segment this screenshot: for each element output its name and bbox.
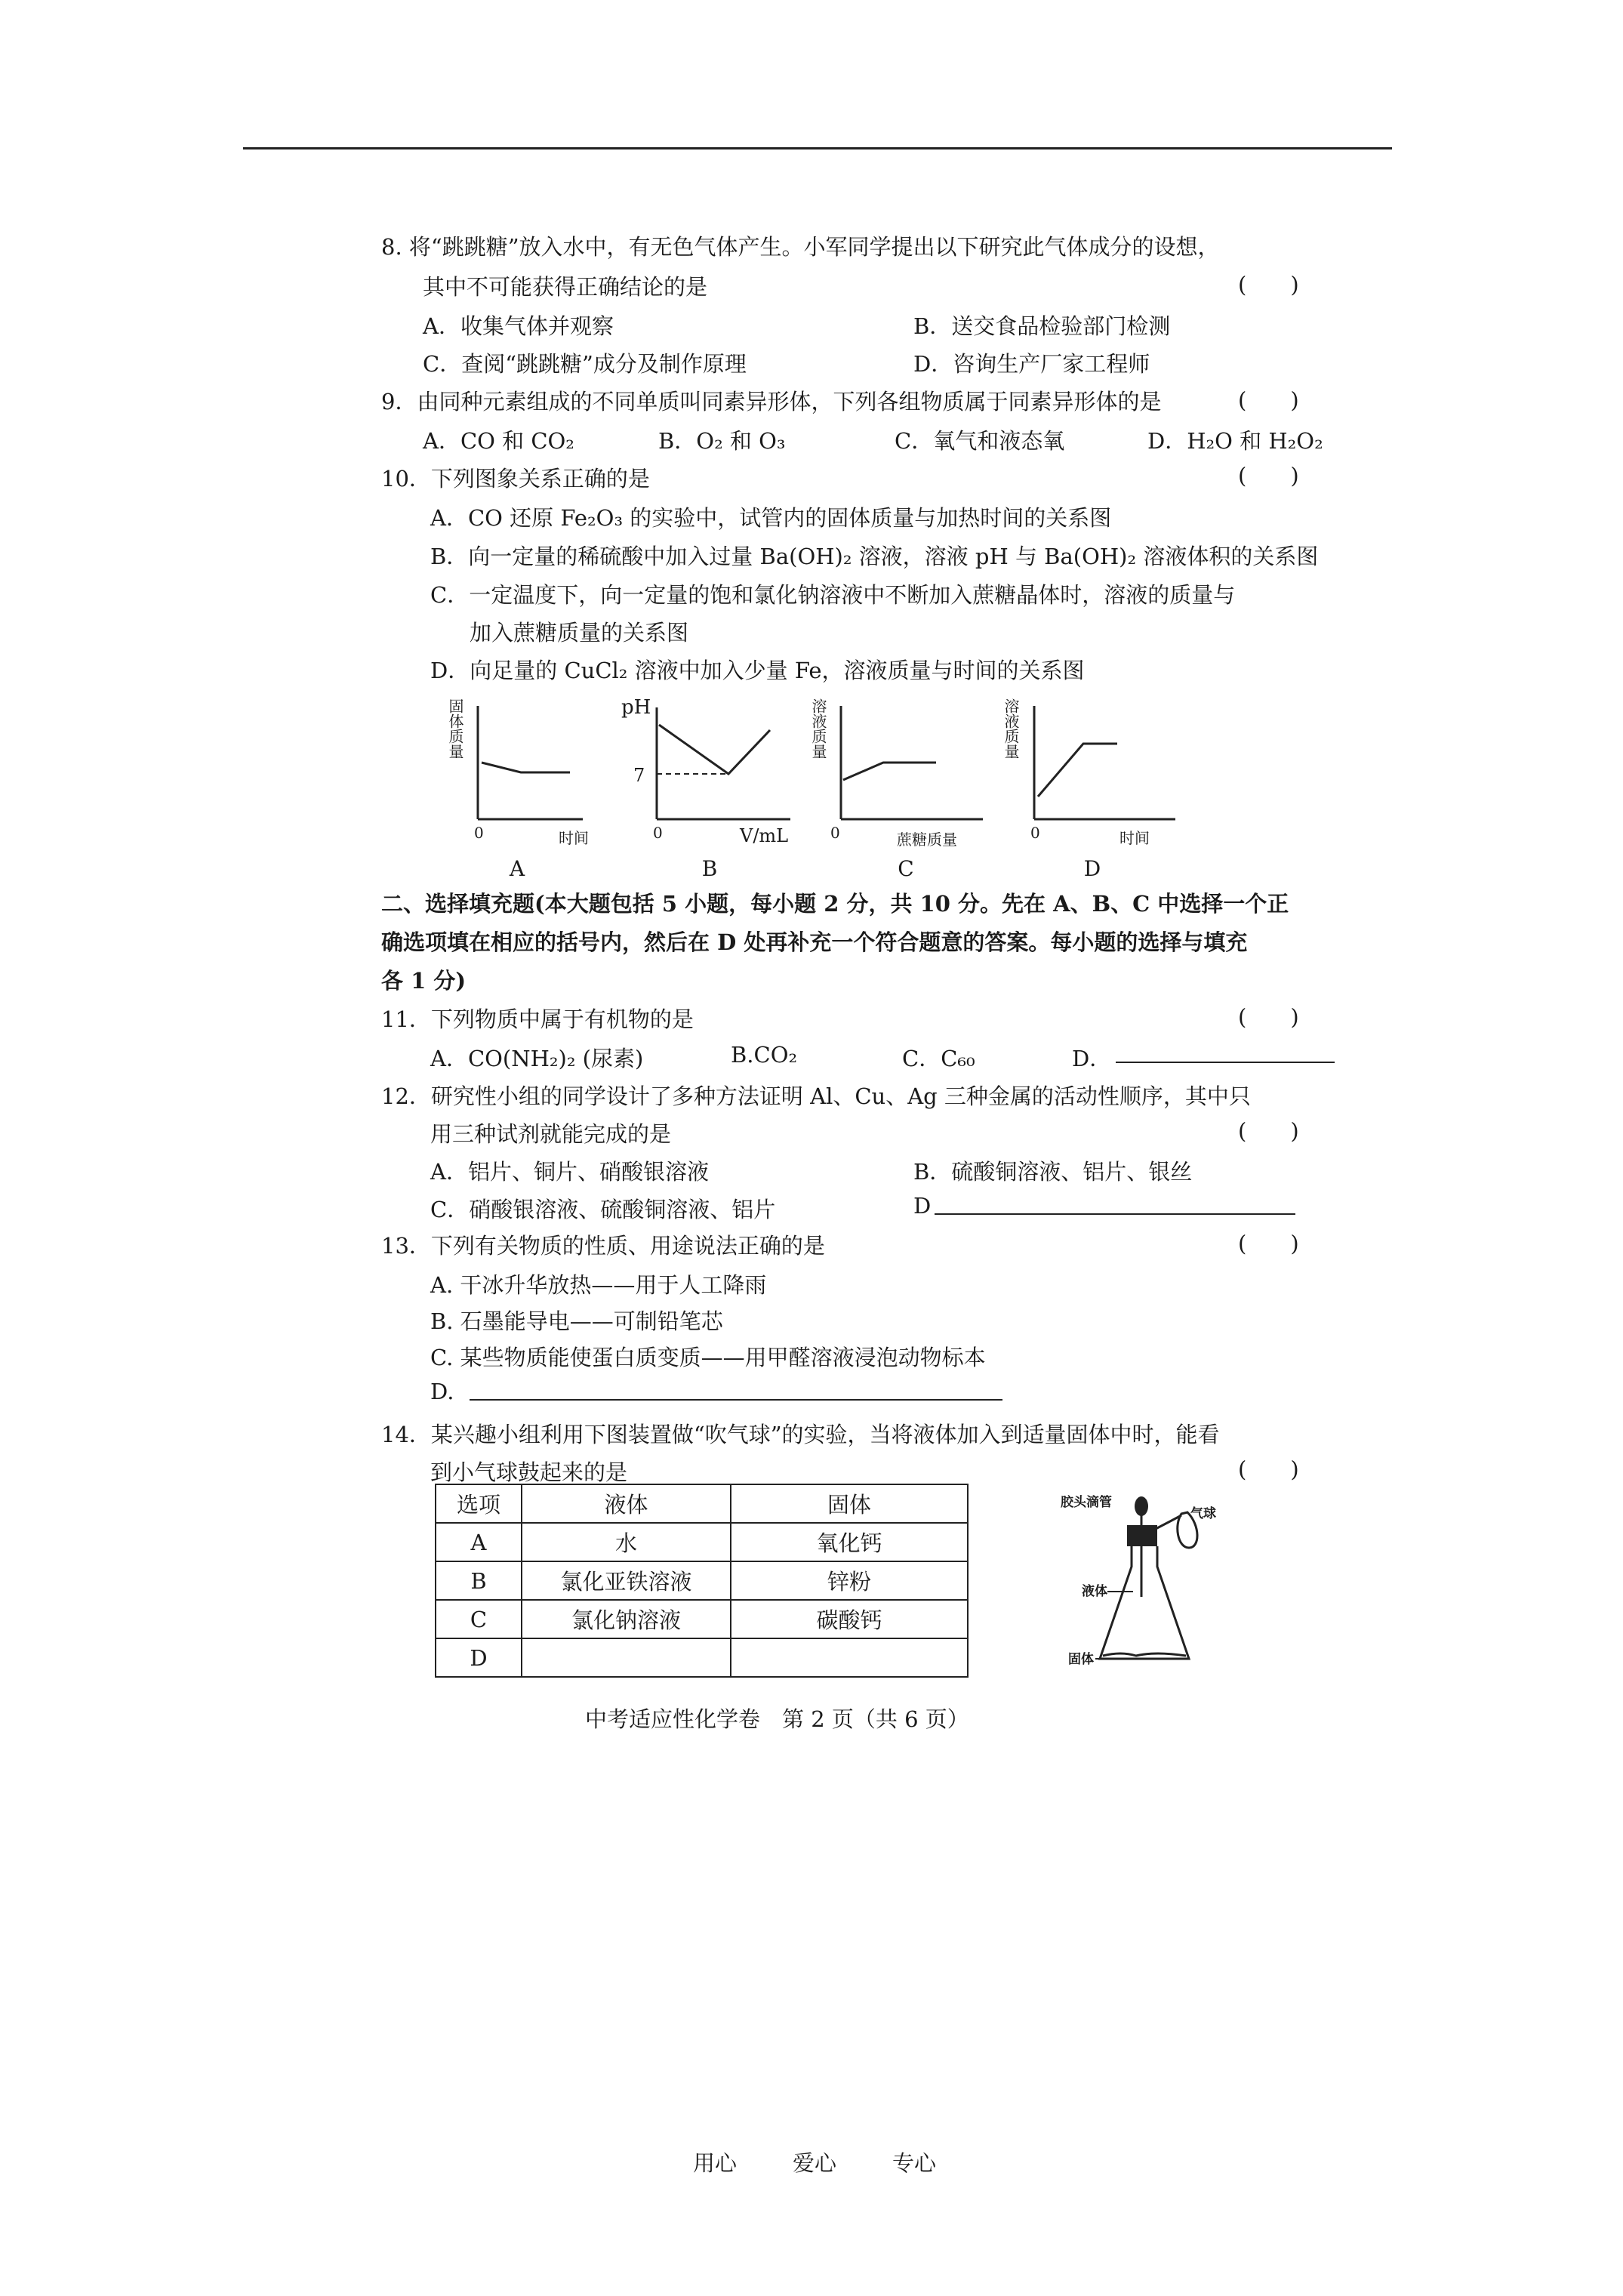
label-dropper: 胶头滴管 bbox=[1061, 1495, 1112, 1510]
q14-stem-line2: 到小气球鼓起来的是 bbox=[430, 1459, 628, 1485]
motto-1: 用心 bbox=[693, 2150, 738, 2176]
graph-b-origin: 0 bbox=[653, 824, 663, 842]
q9-option-d: D．H₂O 和 H₂O₂ bbox=[1147, 428, 1323, 454]
q10-option-d: D．向足量的 CuCl₂ 溶液中加入少量 Fe，溶液质量与时间的关系图 bbox=[430, 658, 1085, 683]
graph-c-xlabel: 蔗糖质量 bbox=[897, 831, 957, 849]
q11-answer-paren: ( ) bbox=[1238, 1004, 1299, 1030]
table-cell[interactable] bbox=[522, 1638, 731, 1677]
table-cell: C bbox=[436, 1600, 522, 1638]
graph-c-origin: 0 bbox=[830, 824, 840, 842]
q10-option-b: B．向一定量的稀硫酸中加入过量 Ba(OH)₂ 溶液，溶液 pH 与 Ba(OH)₂ 溶液体积的关系图 bbox=[430, 544, 1319, 569]
section2-line3: 各 1 分) bbox=[381, 968, 467, 994]
graph-c-curve bbox=[843, 763, 936, 780]
table-header-option: 选项 bbox=[436, 1484, 522, 1523]
q10-option-c-line1: C．一定温度下，向一定量的饱和氯化钠溶液中不断加入蔗糖晶体时，溶液的质量与 bbox=[430, 582, 1236, 608]
q14-options-table bbox=[435, 1484, 969, 1678]
graph-b-curve bbox=[659, 725, 770, 774]
graph-d-curve bbox=[1038, 744, 1117, 797]
graph-a bbox=[445, 691, 589, 887]
q11-option-b: B.CO₂ bbox=[731, 1042, 798, 1068]
q9-stem: 9．由同种元素组成的不同单质叫同素异形体，下列各组物质属于同素异形体的是 bbox=[381, 389, 1162, 415]
label-balloon: 气球 bbox=[1190, 1506, 1216, 1521]
conical-flask bbox=[1100, 1546, 1189, 1659]
q11-stem: 11．下列物质中属于有机物的是 bbox=[381, 1006, 694, 1032]
q12-stem-line2: 用三种试剂就能完成的是 bbox=[430, 1121, 672, 1147]
q8-stem-line2: 其中不可能获得正确结论的是 bbox=[423, 274, 708, 300]
table-cell: A bbox=[436, 1523, 522, 1561]
graph-d-xlabel: 时间 bbox=[1119, 829, 1150, 847]
table-row bbox=[436, 1600, 968, 1638]
q12-answer-blank[interactable] bbox=[935, 1213, 1295, 1215]
graph-d-caption: D bbox=[1083, 856, 1101, 881]
table-cell: 水 bbox=[522, 1523, 731, 1561]
q13-answer-blank[interactable] bbox=[470, 1398, 1002, 1401]
q11-answer-blank[interactable] bbox=[1116, 1061, 1335, 1063]
label-solid: 固体 bbox=[1068, 1652, 1094, 1667]
q14-answer-paren: ( ) bbox=[1238, 1456, 1299, 1482]
q13-option-b: B. 石墨能导电——可制铅笔芯 bbox=[430, 1308, 723, 1334]
motto-2: 爱心 bbox=[793, 2150, 837, 2176]
q13-answer-paren: ( ) bbox=[1238, 1231, 1299, 1256]
graph-a-ylabel: 固体质量 bbox=[446, 698, 464, 759]
graph-b bbox=[615, 691, 804, 887]
q11-option-d: D． bbox=[1072, 1046, 1112, 1071]
q12-option-b: B．硫酸铜溶液、铝片、银丝 bbox=[913, 1159, 1193, 1185]
q12-option-c: C．硝酸银溶液、硫酸铜溶液、铝片 bbox=[430, 1197, 776, 1222]
graph-d-ylabel: 溶液质量 bbox=[1002, 698, 1020, 759]
q14-stem-line1: 14．某兴趣小组利用下图装置做“吹气球”的实验，当将液体加入到适量固体中时，能看 bbox=[381, 1422, 1220, 1447]
graph-d-origin: 0 bbox=[1030, 824, 1040, 842]
table-cell: 碳酸钙 bbox=[731, 1600, 968, 1638]
q8-option-a: A．收集气体并观察 bbox=[423, 313, 614, 339]
graph-b-ylabel: pH bbox=[621, 696, 651, 719]
table-cell[interactable] bbox=[731, 1638, 968, 1677]
page-footer: 中考适应性化学卷 第 2 页（共 6 页） bbox=[585, 1706, 969, 1732]
table-row bbox=[436, 1523, 968, 1561]
q13-option-a: A. 干冰升华放热——用于人工降雨 bbox=[430, 1272, 767, 1298]
table-cell: B bbox=[436, 1561, 522, 1600]
graph-a-xlabel: 时间 bbox=[559, 829, 589, 847]
graph-b-ref-value: 7 bbox=[633, 765, 645, 786]
table-header-liquid: 液体 bbox=[522, 1484, 731, 1523]
table-header-solid: 固体 bbox=[731, 1484, 968, 1523]
table-cell: 氯化钠溶液 bbox=[522, 1600, 731, 1638]
graph-b-caption: B bbox=[701, 856, 718, 881]
table-cell: 锌粉 bbox=[731, 1561, 968, 1600]
q8-option-d: D．咨询生产厂家工程师 bbox=[913, 351, 1150, 377]
q12-option-a: A．铝片、铜片、硝酸银溶液 bbox=[430, 1159, 709, 1185]
q12-answer-paren: ( ) bbox=[1238, 1118, 1299, 1144]
q10-option-c-line2: 加入蔗糖质量的关系图 bbox=[470, 620, 689, 646]
q8-option-c: C．查阅“跳跳糖”成分及制作原理 bbox=[423, 351, 747, 377]
balloon-apparatus-diagram bbox=[1061, 1484, 1287, 1680]
q9-option-a: A．CO 和 CO₂ bbox=[423, 428, 574, 454]
q9-option-b: B．O₂ 和 O₃ bbox=[658, 428, 786, 454]
table-header-row bbox=[436, 1484, 968, 1523]
q8-option-b: B．送交食品检验部门检测 bbox=[913, 313, 1171, 339]
q11-option-a: A．CO(NH₂)₂ (尿素) bbox=[430, 1046, 644, 1071]
graph-b-xlabel: V/mL bbox=[740, 825, 789, 846]
q13-stem: 13．下列有关物质的性质、用途说法正确的是 bbox=[381, 1233, 825, 1259]
table-row bbox=[436, 1638, 968, 1677]
graph-c bbox=[808, 691, 989, 887]
motto-3: 专心 bbox=[892, 2150, 937, 2176]
dropper-bulb bbox=[1135, 1496, 1148, 1516]
stopper bbox=[1127, 1525, 1157, 1546]
graph-c-caption: C bbox=[898, 856, 914, 881]
graph-d bbox=[1000, 691, 1181, 887]
top-rule bbox=[243, 147, 1392, 149]
q11-option-c: C．C₆₀ bbox=[902, 1046, 975, 1071]
graph-a-caption: A bbox=[509, 856, 525, 881]
q10-option-a: A．CO 还原 Fe₂O₃ 的实验中，试管内的固体质量与加热时间的关系图 bbox=[430, 505, 1112, 531]
q12-option-d: D bbox=[913, 1193, 932, 1219]
q8-answer-paren: ( ) bbox=[1238, 272, 1299, 297]
section2-line2: 确选项填在相应的括号内，然后在 D 处再补充一个符合题意的答案。每小题的选择与填充 bbox=[381, 929, 1248, 955]
section2-line1: 二、选择填充题(本大题包括 5 小题，每小题 2 分，共 10 分。先在 A、B、C 中选择一个正 bbox=[381, 891, 1289, 917]
q10-stem: 10．下列图象关系正确的是 bbox=[381, 466, 650, 492]
q13-option-c: C. 某些物质能使蛋白质变质——用甲醛溶液浸泡动物标本 bbox=[430, 1345, 986, 1370]
q12-stem-line1: 12．研究性小组的同学设计了多种方法证明 Al、Cu、Ag 三种金属的活动性顺序，其中只 bbox=[381, 1083, 1251, 1109]
table-cell: 氯化亚铁溶液 bbox=[522, 1561, 731, 1600]
table-cell: D bbox=[436, 1638, 522, 1677]
q9-answer-paren: ( ) bbox=[1238, 387, 1299, 413]
solid-layer bbox=[1103, 1653, 1186, 1656]
q8-stem-line1: 8. 将“跳跳糖”放入水中，有无色气体产生。小军同学提出以下研究此气体成分的设想， bbox=[381, 234, 1220, 260]
q10-answer-paren: ( ) bbox=[1238, 463, 1299, 488]
graph-a-curve bbox=[482, 763, 570, 772]
graph-c-ylabel: 溶液质量 bbox=[809, 698, 827, 759]
label-liquid: 液体 bbox=[1082, 1584, 1107, 1599]
q13-option-d: D. bbox=[430, 1379, 454, 1404]
q9-option-c: C．氧气和液态氧 bbox=[895, 428, 1065, 454]
table-row bbox=[436, 1561, 968, 1600]
table-cell: 氧化钙 bbox=[731, 1523, 968, 1561]
graph-a-origin: 0 bbox=[474, 824, 484, 842]
